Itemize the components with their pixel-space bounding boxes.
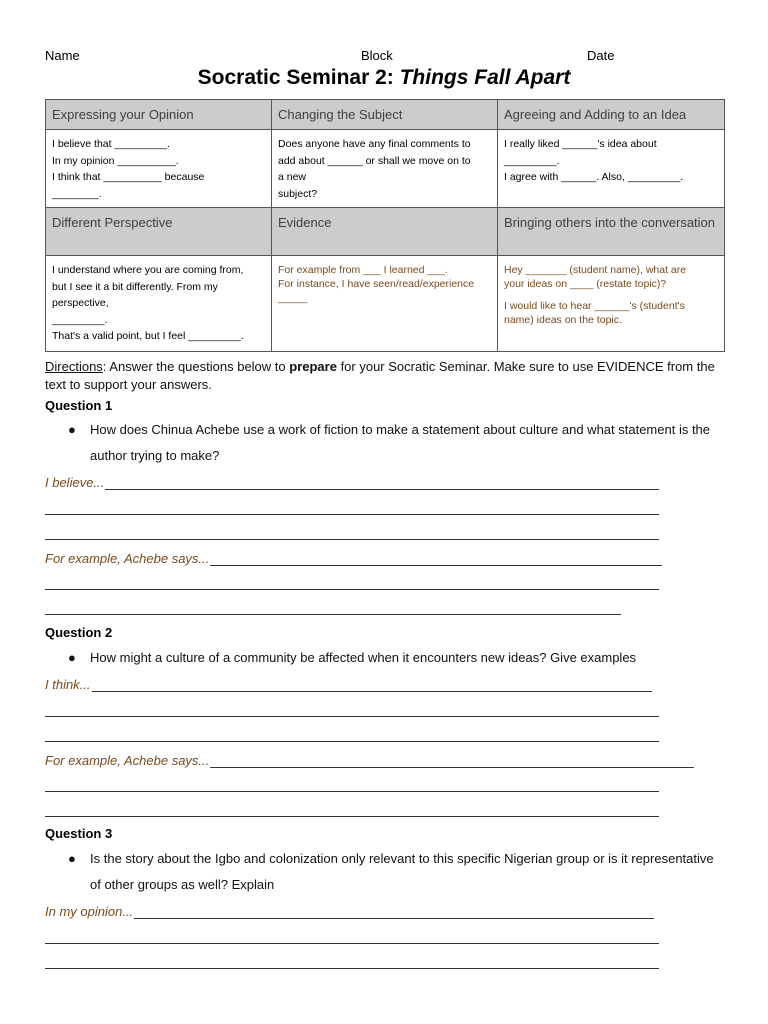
stem-line: _________. [504, 154, 560, 167]
question-1-answer-line-1[interactable] [45, 474, 659, 490]
question-3-answer-line-1[interactable] [45, 903, 654, 919]
cell-opinion-stems [46, 130, 272, 208]
stem-line: Does anyone have any final comments to [278, 138, 471, 150]
block-label: Block [361, 48, 393, 63]
directions-paragraph [45, 358, 735, 394]
question-2-example-line[interactable] [45, 752, 694, 768]
answer-line[interactable] [45, 943, 659, 944]
question-2-answer-line-1[interactable] [45, 676, 652, 692]
stem-line: _____ [278, 292, 308, 304]
question-3-text [68, 846, 728, 898]
prompt-label: In my opinion... [45, 904, 134, 919]
prompt-label: For example, Achebe says... [45, 551, 210, 566]
answer-rule [134, 906, 654, 919]
answer-line[interactable] [45, 791, 659, 792]
sentence-stems-table [45, 99, 725, 352]
question-1-prompt-text: How does Chinua Achebe use a work of fiction to make a statement about culture and what statement is the author trying to make? [90, 422, 711, 463]
header-expressing-opinion: Expressing your Opinion [46, 100, 272, 130]
directions-text-2: for your Socratic Seminar. Make sure to use EVIDENCE from the text to support your answers. [45, 359, 715, 392]
stem-line: Hey _______ (student name), what are [504, 264, 687, 276]
answer-line[interactable] [45, 514, 659, 515]
stems-header-row-2 [46, 208, 725, 256]
stems-body-row-2 [46, 256, 725, 352]
answer-line[interactable] [45, 968, 659, 969]
directions-text-1: : Answer the questions below to [102, 359, 290, 374]
stems-header-row-1 [46, 100, 725, 130]
header-different-perspective: Different Perspective [46, 208, 272, 256]
stem-line: In my opinion __________. [52, 154, 179, 167]
answer-line[interactable] [45, 716, 659, 717]
stem-line: I think that __________ because [52, 171, 205, 183]
question-2-heading: Question 2 [45, 625, 113, 640]
answer-rule [210, 755, 694, 768]
question-2-text [68, 645, 728, 671]
question-3-heading: Question 3 [45, 826, 113, 841]
stem-line: perspective, [52, 297, 109, 309]
header-changing-subject: Changing the Subject [272, 100, 498, 130]
stem-line: subject? [278, 187, 318, 200]
stem-line: I agree with ______. Also, _________. [504, 171, 684, 183]
cell-agree-stems [498, 130, 725, 208]
page-title [0, 66, 768, 90]
stem-line: name) ideas on the topic. [504, 314, 622, 326]
stem-line: but I see it a bit differently. From my [52, 280, 218, 293]
stem-line: your ideas on ____ (restate topic)? [504, 278, 667, 290]
spacer [504, 291, 718, 299]
date-label: Date [587, 48, 615, 63]
prompt-label: I believe... [45, 475, 105, 490]
question-1-heading: Question 1 [45, 398, 113, 413]
answer-rule [105, 477, 659, 490]
title-prefix: Socratic Seminar 2: [197, 66, 400, 89]
cell-perspective-stems [46, 256, 272, 352]
title-book: Things Fall Apart [399, 66, 571, 89]
stem-line: I understand where you are coming from, [52, 264, 244, 276]
answer-rule [92, 679, 652, 692]
name-label: Name [45, 48, 80, 63]
question-1-example-line[interactable] [45, 550, 662, 566]
directions-bold-word: prepare [289, 359, 337, 374]
bullet-icon: ● [68, 851, 76, 866]
stem-line: a new [278, 171, 307, 183]
question-3-prompt-text: Is the story about the Igbo and colonization only relevant to this specific Nigerian group or is it representative of other groups as well? Explain [90, 851, 714, 892]
stem-line: I would like to hear ______'s (student's [504, 300, 685, 312]
cell-evidence-stems [272, 256, 498, 352]
header-bringing-others: Bringing others into the conversation [498, 208, 725, 256]
stem-line: add about ______ or shall we move on to [278, 154, 471, 167]
stem-line: ________. [52, 187, 102, 200]
stem-line: That's a valid point, but I feel _________. [52, 330, 244, 342]
stem-line: For instance, I have seen/read/experience [278, 278, 475, 290]
stem-line: I believe that _________. [52, 138, 170, 150]
cell-subject-stems [272, 130, 498, 208]
answer-line[interactable] [45, 741, 659, 742]
answer-line[interactable] [45, 589, 659, 590]
stem-line: For example from ___ I learned ___. [278, 264, 448, 276]
cell-others-stems [498, 256, 725, 352]
bullet-icon: ● [68, 650, 76, 665]
question-2-prompt-text: How might a culture of a community be affected when it encounters new ideas? Give examples [90, 650, 637, 665]
answer-line[interactable] [45, 539, 659, 540]
answer-rule [210, 553, 662, 566]
header-evidence: Evidence [272, 208, 498, 256]
answer-line[interactable] [45, 816, 659, 817]
stem-line: _________. [52, 313, 108, 326]
prompt-label: I think... [45, 677, 91, 692]
prompt-label: For example, Achebe says... [45, 753, 210, 768]
bullet-icon: ● [68, 422, 76, 437]
stems-body-row-1 [46, 130, 725, 208]
directions-label: Directions [45, 359, 103, 374]
stem-line: I really liked ______'s idea about [504, 138, 657, 150]
question-1-text [68, 417, 728, 469]
header-agreeing-adding: Agreeing and Adding to an Idea [498, 100, 725, 130]
answer-line[interactable] [45, 614, 621, 615]
